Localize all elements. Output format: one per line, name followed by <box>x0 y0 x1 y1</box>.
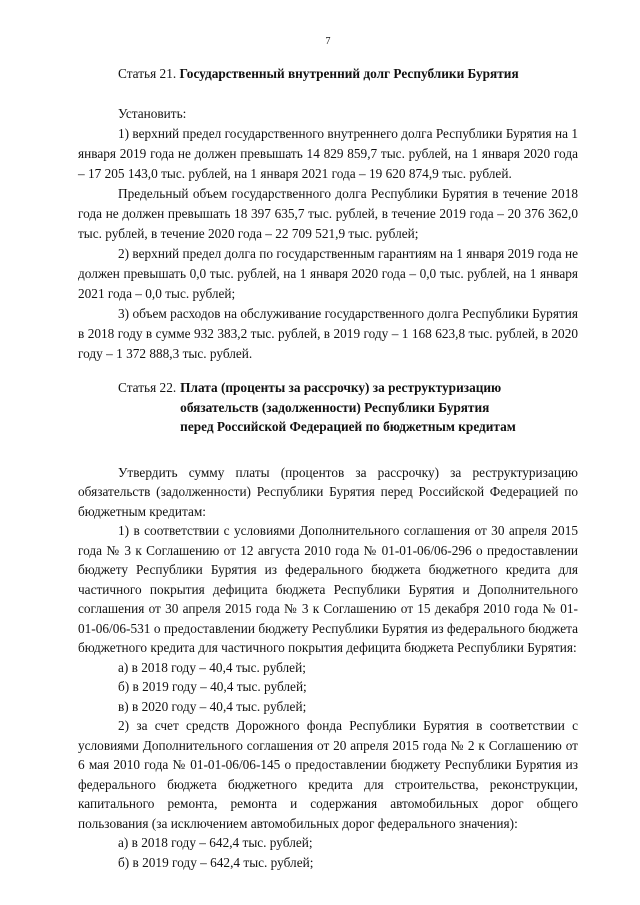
article-21-paragraph: Предельный объем государственного долга Республики Бурятия в течение 2018 года не должен превышать 18 397 635,7 тыс. рублей, в течение 2019 года – 20 376 362,0 тыс. рублей, в течение 2020 года – 22 709 521,9 тыс. рублей; <box>78 186 578 241</box>
article-22 <box>78 378 578 872</box>
article-22-list-item: б) в 2019 году – 642,4 тыс. рублей; <box>118 854 314 870</box>
article-21-paragraph: 3) объем расходов на обслуживание государственного долга Республики Бурятия в 2018 году в сумме 932 383,2 тыс. рублей, в 2019 году – 1 168 623,8 тыс. рублей, в 2020 году – 1 372 888,3 тыс. рублей. <box>78 306 578 361</box>
article-22-number: Статья 22. <box>118 380 177 395</box>
article-21-heading <box>78 64 578 84</box>
article-22-list-item: в) в 2020 году – 40,4 тыс. рублей; <box>118 698 307 714</box>
article-22-list-item: а) в 2018 году – 642,4 тыс. рублей; <box>118 835 313 850</box>
article-22-title <box>180 378 516 437</box>
article-22-list-item: б) в 2019 году – 40,4 тыс. рублей; <box>118 679 307 694</box>
article-21-number: Статья 21. <box>118 66 177 81</box>
article-22-paragraph: 2) за счет средств Дорожного фонда Республики Бурятия в соответствии с условиями Дополнительного соглашения от 20 апреля 2015 года № 2 к Соглашению от 6 мая 2010 года № 01-01-06/06-145 о предоставлении бюджету Республики Бурятия из федерального бюджета бюджетного кредита для строительства, реконструкции, капитального ремонта, ремонта и содержания автомобильных дорог общего пользования (за исключением автомобильных дорог федерального значения): <box>78 718 578 831</box>
article-21-paragraph: 1) верхний предел государственного внутреннего долга Республики Бурятия на 1 января 2019 года не должен превышать 14 829 859,7 тыс. рублей, на 1 января 2020 года – 17 205 143,0 тыс. рублей, на 1 января 2021 года – 19 620 874,9 тыс. рублей. <box>78 126 578 181</box>
article-22-title-line: обязательств (задолженности) Республики Бурятия <box>180 399 490 415</box>
article-21-paragraph: 2) верхний предел долга по государственным гарантиям на 1 января 2019 года не должен превышать 0,0 тыс. рублей, на 1 января 2020 года – 0,0 тыс. рублей, на 1 января 2021 года – 0,0 тыс. рублей; <box>78 246 578 301</box>
article-21 <box>78 64 578 364</box>
article-22-title-line: Плата (проценты за рассрочку) за реструктуризацию <box>180 380 502 395</box>
document-page <box>78 0 578 905</box>
article-22-paragraph: Утвердить сумму платы (процентов за рассрочку) за реструктуризацию обязательств (задолженности) Республики Бурятия перед Российской Федерацией по бюджетным кредитам: <box>78 464 578 519</box>
article-21-paragraph: Установить: <box>118 106 187 121</box>
article-21-title: Государственный внутренний долг Республики Бурятия <box>179 66 519 81</box>
article-22-paragraph: 1) в соответствии с условиями Дополнительного соглашения от 30 апреля 2015 года № 3 к Соглашению от 12 августа 2010 года № 01-01-06/06-296 о предоставлении бюджету Республики Бурятия из федерального бюджета бюджетного кредита для частичного покрытия дефицита бюджета Республики Бурятия и Дополнительного соглашения от 30 апреля 2015 года № 3 к Соглашению от 15 декабря 2010 года № 01-01-06/06-531 о предоставлении бюджету Республики Бурятия из федерального бюджета бюджетного кредита для частичного покрытия дефицита бюджета Республики Бурятия: <box>78 523 578 655</box>
article-22-list-item: а) в 2018 году – 40,4 тыс. рублей; <box>118 659 306 675</box>
page-number: 7 <box>325 36 331 47</box>
article-22-heading <box>78 378 578 437</box>
article-22-title-line: перед Российской Федерацией по бюджетным кредитам <box>180 419 516 434</box>
